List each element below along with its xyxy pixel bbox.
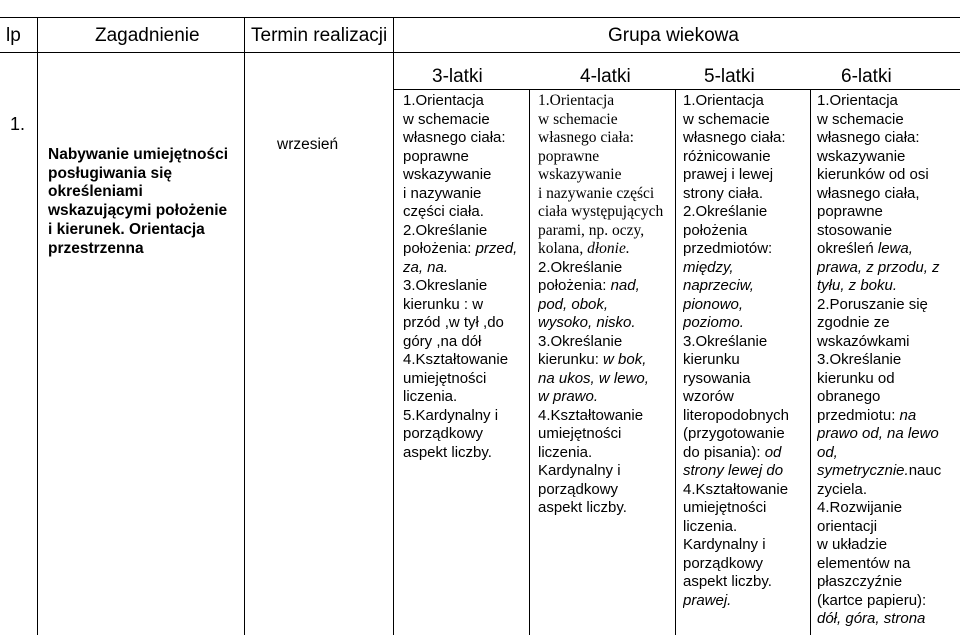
cell-line xyxy=(817,203,959,222)
cell-line-text: i nazywanie części xyxy=(538,184,655,202)
col-rule-topic xyxy=(244,17,245,635)
cell-line xyxy=(683,481,809,500)
cell-line-text: położenia: xyxy=(538,277,611,294)
header-termin: Termin realizacji xyxy=(251,25,388,46)
topic-line: i kierunek. Orientacja xyxy=(48,220,205,238)
cell-line-text: własnego ciała: xyxy=(817,129,920,146)
cell-line xyxy=(683,111,809,130)
cell-line-text: 2.Określanie xyxy=(403,221,488,239)
cell-line-text: umiejętności xyxy=(538,425,622,442)
cell-line-text: położenia xyxy=(683,221,748,239)
cell-line xyxy=(403,314,527,333)
cell-line-text: stosowanie xyxy=(817,221,893,239)
cell-line-text: Kardynalny i xyxy=(538,462,621,479)
cell-line xyxy=(538,185,674,204)
cell-line xyxy=(683,499,809,518)
cell-line xyxy=(538,92,674,111)
cell-line-text: rysowania xyxy=(683,369,751,387)
cell-line xyxy=(683,296,809,315)
table-border-top xyxy=(0,17,960,18)
cell-line-text: strony ciała. xyxy=(683,184,764,202)
cell-line-text: (przygotowanie xyxy=(683,425,785,442)
cell-line-text: 3.Określanie xyxy=(817,351,902,368)
cell-line xyxy=(683,333,809,352)
term-cell: wrzesień xyxy=(277,136,339,153)
cell-line-text: kierunku: xyxy=(538,351,604,368)
cell-line xyxy=(817,499,959,518)
cell-line-text: w układzie xyxy=(817,536,888,553)
cell-line-text: pod, obok, xyxy=(538,295,609,313)
cell-line-text: liczenia. xyxy=(538,443,593,461)
cell-line-text: za, na. xyxy=(403,258,449,276)
cell-line xyxy=(403,407,527,426)
cell-line-text: naprzeciw, xyxy=(683,277,754,294)
cell-line xyxy=(538,240,674,259)
cell-line-text: 2.Określanie xyxy=(538,258,623,276)
cell-line-text: wskazywanie xyxy=(538,166,622,183)
cell-line-text: porządkowy xyxy=(538,480,619,498)
cell-line xyxy=(403,444,527,463)
cell-line-text: różnicowanie xyxy=(683,147,771,165)
cell-line-text: aspekt liczby. xyxy=(403,443,492,461)
cell-line xyxy=(403,351,527,370)
cell-line xyxy=(403,92,527,111)
cell-line-text: kolana, xyxy=(538,240,588,257)
cell-line xyxy=(683,407,809,426)
cell-line xyxy=(683,536,809,555)
header-age-4: 4-latki xyxy=(580,66,631,87)
cell-line-text: 2.Określanie xyxy=(683,203,768,220)
cell-5latki xyxy=(683,92,809,635)
cell-line xyxy=(817,111,959,130)
cell-line xyxy=(538,296,674,315)
cell-line xyxy=(817,277,959,296)
cell-line xyxy=(683,222,809,241)
cell-4latki xyxy=(538,92,674,635)
cell-line xyxy=(403,148,527,167)
cell-line xyxy=(817,555,959,574)
cell-line xyxy=(683,92,809,111)
cell-line-text: 3.Określanie xyxy=(683,332,768,350)
cell-line-text: literopodobnych xyxy=(683,406,789,424)
cell-line-text: nauc xyxy=(908,462,942,479)
cell-line xyxy=(817,129,959,148)
cell-line xyxy=(817,259,959,278)
cell-line-text: i nazywanie xyxy=(403,184,482,202)
cell-line xyxy=(683,573,809,592)
cell-line xyxy=(538,148,674,167)
topic-line: określeniami xyxy=(48,183,143,201)
cell-line xyxy=(817,462,959,481)
cell-line xyxy=(538,166,674,185)
cell-line-text: w schemacie xyxy=(538,110,618,128)
cell-line-text: 4.Kształtowanie xyxy=(538,406,644,424)
cell-line-text: własnego ciała: xyxy=(403,129,506,146)
cell-line xyxy=(817,296,959,315)
cell-line-text: poprawne xyxy=(403,147,469,165)
cell-line-text: 4.Kształtowanie xyxy=(683,480,789,498)
cell-line-text: prawa, z przodu, z xyxy=(817,258,940,276)
cell-line-text: wysoko, nisko. xyxy=(538,314,636,331)
cell-line xyxy=(817,240,959,259)
cell-line xyxy=(817,536,959,555)
cell-line-text: kierunku od xyxy=(817,369,895,387)
cell-line-text: pionowo, xyxy=(683,295,744,313)
cell-line-text: prawo od, na lewo xyxy=(817,425,939,442)
cell-line xyxy=(538,333,674,352)
cell-line-text: Kardynalny i xyxy=(683,536,766,553)
cell-line xyxy=(817,314,959,333)
cell-line xyxy=(403,166,527,185)
cell-line xyxy=(817,148,959,167)
cell-line xyxy=(403,240,527,259)
cell-line xyxy=(403,222,527,241)
cell-line-text: przód ,w tył ,do xyxy=(403,314,504,331)
cell-line xyxy=(817,333,959,352)
cell-line xyxy=(683,129,809,148)
cell-line-text: umiejętności xyxy=(403,369,487,387)
cell-line xyxy=(683,351,809,370)
cell-line xyxy=(683,555,809,574)
cell-line-text: porządkowy xyxy=(683,554,764,572)
cell-line xyxy=(538,314,674,333)
cell-line-text: poprawne xyxy=(538,147,600,165)
cell-6latki xyxy=(817,92,959,635)
cell-line-text: płaszczyźnie xyxy=(817,573,903,590)
cell-line-text: dół, góra, strona xyxy=(817,610,926,627)
cell-line-text: 1.Orientacja xyxy=(683,92,764,109)
cell-line-text: elementów na xyxy=(817,554,911,572)
topic-cell xyxy=(48,146,242,258)
cell-line-text: własnego ciała: xyxy=(538,129,634,146)
header-lp: lp xyxy=(6,25,21,46)
cell-line xyxy=(538,481,674,500)
cell-line xyxy=(817,185,959,204)
cell-line-text: wskazówkami xyxy=(817,332,910,350)
cell-line-text: 1.Orientacja xyxy=(817,92,898,109)
cell-line xyxy=(683,166,809,185)
cell-line-text: przed, xyxy=(475,240,518,257)
cell-line xyxy=(817,592,959,611)
cell-line xyxy=(403,370,527,389)
cell-line-text: wskazywanie xyxy=(817,147,906,165)
cell-line xyxy=(817,518,959,537)
cell-line xyxy=(817,222,959,241)
cell-line-text: 3.Okreslanie xyxy=(403,277,488,294)
cell-line-text: kierunków od osi xyxy=(817,166,929,183)
cell-line xyxy=(683,185,809,204)
cell-line-text: góry ,na dół xyxy=(403,332,482,350)
cell-line xyxy=(403,111,527,130)
cell-line xyxy=(683,444,809,463)
cell-line xyxy=(817,481,959,500)
header-grupa: Grupa wiekowa xyxy=(608,25,739,46)
cell-line-text: zgodnie ze xyxy=(817,314,890,331)
cell-line xyxy=(538,129,674,148)
cell-line xyxy=(683,388,809,407)
cell-line-text: 1.Orientacja xyxy=(403,92,484,109)
cell-line-text: aspekt liczby. xyxy=(683,573,772,590)
cell-line-text: orientacji xyxy=(817,517,878,535)
cell-line-text: obranego xyxy=(817,388,881,405)
cell-line-text: części ciała. xyxy=(403,203,484,220)
cell-line-text: wzorów xyxy=(683,388,734,405)
cell-line-text: strony lewej do xyxy=(683,462,784,479)
header-age-3: 3-latki xyxy=(432,66,483,87)
cell-line-text: wskazywanie xyxy=(403,166,492,183)
cell-line xyxy=(683,370,809,389)
cell-line-text: liczenia. xyxy=(403,388,458,405)
cell-line xyxy=(538,370,674,389)
cell-line xyxy=(817,573,959,592)
cell-line xyxy=(683,148,809,167)
cell-line xyxy=(538,203,674,222)
cell-line-text: kierunku xyxy=(683,351,740,368)
cell-line xyxy=(683,203,809,222)
cell-line-text: w schemacie xyxy=(683,110,770,128)
cell-line-text: tyłu, z boku. xyxy=(817,277,898,294)
header-age-6: 6-latki xyxy=(841,66,892,87)
cell-line-text: symetrycznie. xyxy=(817,462,909,479)
cell-line-text: własnego ciała, xyxy=(817,184,920,202)
cell-line-text: 4.Rozwijanie xyxy=(817,499,903,516)
cell-line-text: porządkowy xyxy=(403,425,484,442)
cell-line-text: umiejętności xyxy=(683,499,767,516)
topic-line: posługiwania się xyxy=(48,164,173,182)
cell-line-text: od, xyxy=(817,443,838,461)
cell-line-text: nad, xyxy=(610,277,640,294)
cell-line-text: 1.Orientacja xyxy=(538,92,615,109)
cell-line-text: określeń xyxy=(817,240,878,257)
cell-line-text: 2.Poruszanie się xyxy=(817,295,928,313)
cell-line xyxy=(403,277,527,296)
cell-line xyxy=(683,462,809,481)
col-rule-4latki xyxy=(675,89,676,635)
col-rule-3latki xyxy=(529,89,530,635)
cell-line xyxy=(538,407,674,426)
cell-line xyxy=(538,499,674,518)
cell-line-text: przedmiotów: xyxy=(683,240,773,257)
cell-line-text: 4.Kształtowanie xyxy=(403,351,509,368)
cell-line-text: w prawo. xyxy=(538,388,599,405)
cell-3latki xyxy=(403,92,527,635)
cell-line xyxy=(538,462,674,481)
cell-line xyxy=(817,92,959,111)
cell-line xyxy=(817,444,959,463)
cell-line xyxy=(683,592,809,611)
header-zagadnienie: Zagadnienie xyxy=(95,25,200,46)
cell-line-text: ciała występujących xyxy=(538,203,664,220)
cell-line-text: poziomo. xyxy=(683,314,744,331)
cell-line-text: liczenia. xyxy=(683,517,738,535)
header-age-5: 5-latki xyxy=(704,66,755,87)
cell-line xyxy=(403,333,527,352)
cell-line xyxy=(403,129,527,148)
cell-line-text: w schemacie xyxy=(403,110,490,128)
cell-line xyxy=(817,166,959,185)
cell-line-text: prawej i lewej xyxy=(683,166,774,183)
cell-line-text: położenia: xyxy=(403,240,476,257)
row-number: 1. xyxy=(10,114,26,134)
cell-line-text: zyciela. xyxy=(817,480,868,498)
cell-line-text: przedmiotu: xyxy=(817,406,900,424)
cell-line xyxy=(538,351,674,370)
cell-line-text: lewa, xyxy=(877,240,913,257)
cell-line-text: (kartce papieru): xyxy=(817,591,927,609)
col-rule-5latki xyxy=(810,89,811,635)
cell-line xyxy=(403,203,527,222)
cell-line-text: własnego ciała: xyxy=(683,129,786,146)
cell-line xyxy=(683,277,809,296)
cell-line xyxy=(817,610,959,629)
col-rule-term xyxy=(393,17,394,635)
cell-line xyxy=(403,425,527,444)
topic-line: Nabywanie umiejętności xyxy=(48,146,229,163)
cell-line xyxy=(817,388,959,407)
cell-line xyxy=(538,388,674,407)
cell-line xyxy=(817,425,959,444)
cell-line xyxy=(403,296,527,315)
cell-line-text: między, xyxy=(683,258,734,276)
cell-line xyxy=(538,444,674,463)
cell-line xyxy=(403,259,527,278)
cell-line-text: dłonie. xyxy=(587,240,630,257)
cell-line xyxy=(683,240,809,259)
cell-line-text: w schemacie xyxy=(817,110,904,128)
cell-line-text: w bok, xyxy=(603,351,647,368)
cell-line xyxy=(403,185,527,204)
cell-line-text: parami, np. oczy, xyxy=(538,221,645,239)
cell-line-text: na xyxy=(899,406,917,424)
cell-line xyxy=(683,259,809,278)
cell-line-text: od xyxy=(764,443,782,461)
cell-line xyxy=(817,351,959,370)
cell-line xyxy=(817,370,959,389)
cell-line xyxy=(403,388,527,407)
cell-line-text: poprawne xyxy=(817,203,883,220)
age-header-rule xyxy=(393,89,960,90)
topic-line: przestrzenna xyxy=(48,239,144,257)
cell-line-text: prawej. xyxy=(683,591,732,609)
cell-line xyxy=(538,111,674,130)
cell-line-text: 3.Określanie xyxy=(538,332,623,350)
cell-line-text: kierunku : w xyxy=(403,295,484,313)
cell-line-text: 5.Kardynalny i xyxy=(403,406,499,424)
col-rule-lp xyxy=(37,17,38,635)
cell-line xyxy=(538,259,674,278)
cell-line-text: do pisania): xyxy=(683,443,765,461)
cell-line xyxy=(538,425,674,444)
cell-line-text: na ukos, w lewo, xyxy=(538,369,649,387)
cell-line xyxy=(538,277,674,296)
topic-line: wskazującymi położenie xyxy=(48,202,228,220)
cell-line xyxy=(683,314,809,333)
cell-line xyxy=(683,425,809,444)
cell-line xyxy=(538,222,674,241)
header-rule xyxy=(0,52,960,53)
cell-line-text: aspekt liczby. xyxy=(538,499,627,516)
cell-line xyxy=(683,518,809,537)
cell-line xyxy=(817,407,959,426)
